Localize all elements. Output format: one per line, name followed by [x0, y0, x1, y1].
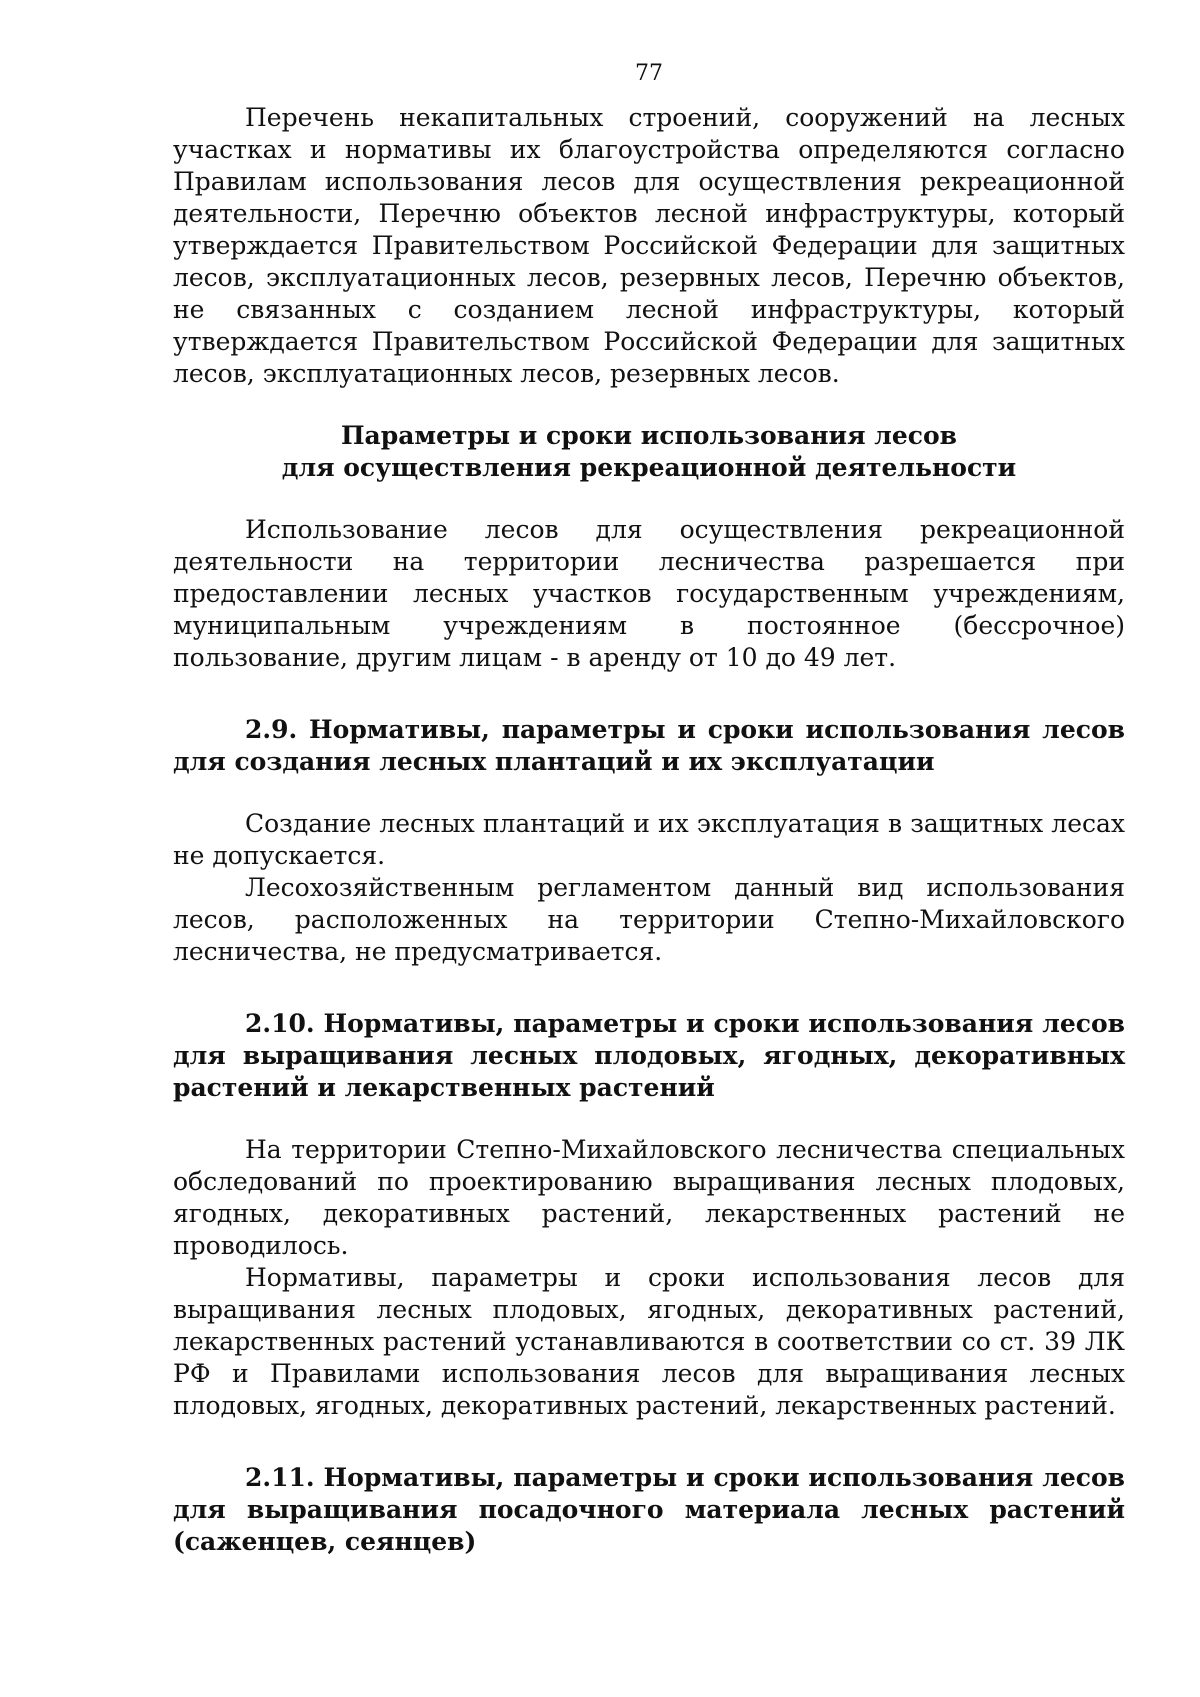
heading-section-2-9: 2.9. Нормативы, параметры и сроки использования лесов для создания лесных плантаций и их эксплуатации — [173, 715, 1125, 776]
page-number: 77 — [635, 61, 663, 86]
paragraph-plantations-regulation: Лесохозяйственным регламентом данный вид использования лесов, расположенных на территории Степно-Михайловского лесничества, не предусматривается. — [173, 873, 1125, 966]
paragraph-surveys: На территории Степно-Михайловского лесничества специальных обследований по проектированию выращивания лесных плодовых, ягодных, декоративных растений, лекарственных растений не проводилось. — [173, 1135, 1125, 1260]
heading-section-2-10: 2.10. Нормативы, параметры и сроки использования лесов для выращивания лесных плодовых, ягодных, декоративных растений и лекарственных растений — [173, 1009, 1125, 1102]
heading-section-2-11: 2.11. Нормативы, параметры и сроки использования лесов для выращивания посадочного материала лесных растений (саженцев, сеянцев) — [173, 1463, 1125, 1556]
heading-recreation-line1: Параметры и сроки использования лесов — [340, 421, 958, 450]
document-page — [173, 60, 1125, 1558]
paragraph-plantations-protective: Создание лесных плантаций и их эксплуатация в защитных лесах не допускается. — [173, 809, 1125, 870]
paragraph-structures-list: Перечень некапитальных строений, сооружений на лесных участках и нормативы их благоустройства определяются согласно Правилам использования лесов для осуществления рекреационной деятельности, Перечню объектов лесной инфраструктуры, который утверждается Правительством Российской Федерации для защитных лесов, эксплуатационных лесов, резервных лесов, Перечню объектов, не связанных с созданием лесной инфраструктуры, который утверждается Правительством Российской Федерации для защитных лесов, эксплуатационных лесов, резервных лесов. — [173, 103, 1125, 388]
paragraph-norms-article-39: Нормативы, параметры и сроки использования лесов для выращивания лесных плодовых, ягодных, декоративных растений, лекарственных растений устанавливаются в соответствии со ст. 39 ЛК РФ и Правилами использования лесов для выращивания лесных плодовых, ягодных, декоративных растений, лекарственных растений. — [173, 1263, 1125, 1420]
heading-recreation-line2: для осуществления рекреационной деятельности — [281, 453, 1017, 482]
paragraph-recreation-use: Использование лесов для осуществления рекреационной деятельности на территории лесничества разрешается при предоставлении лесных участков государственным учреждениям, муниципальным учреждениям в постоянное (бессрочное) пользование, другим лицам - в аренду от 10 до 49 лет. — [173, 515, 1125, 672]
